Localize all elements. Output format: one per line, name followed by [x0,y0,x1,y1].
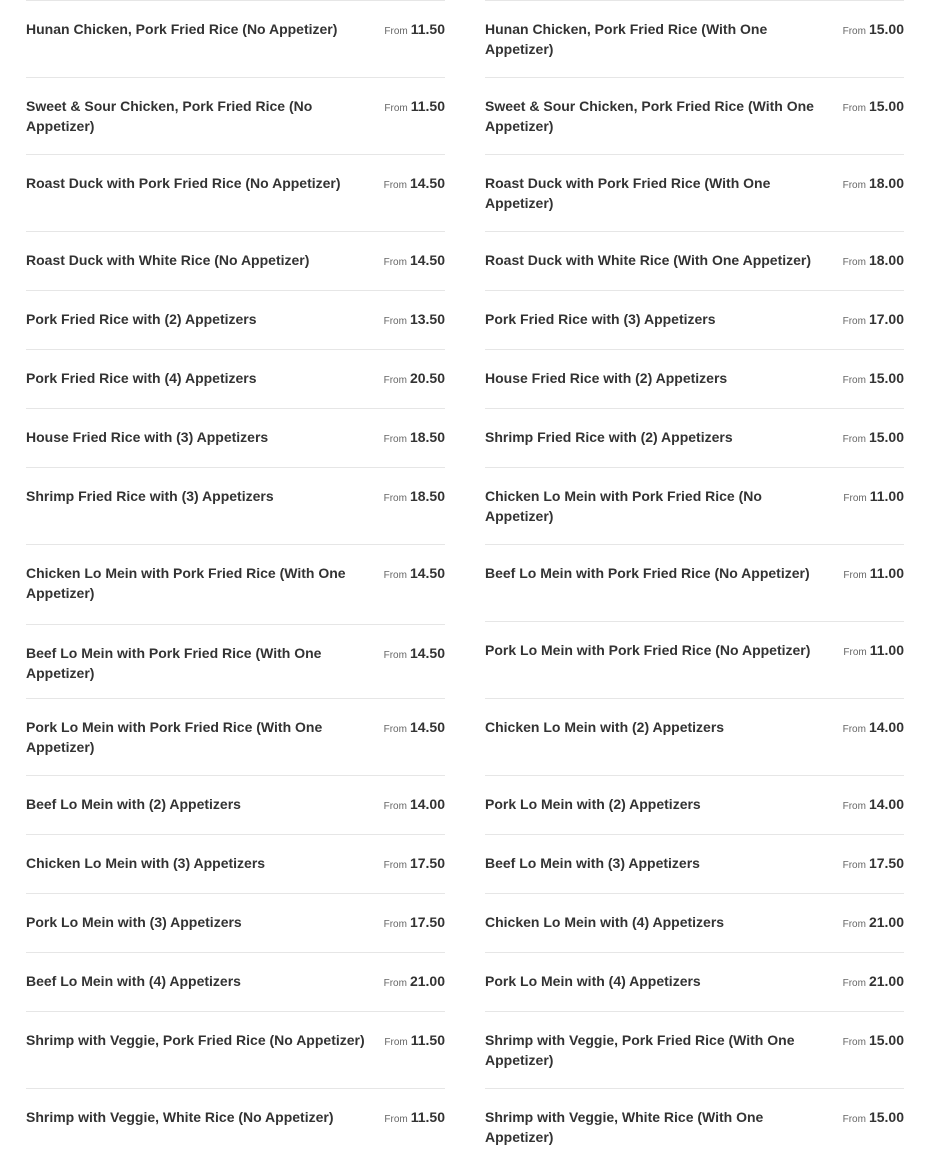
item-name: Shrimp Fried Rice with (2) Appetizers [485,429,733,445]
menu-column-left [26,0,445,1165]
item-price [843,96,904,119]
item-name: House Fried Rice with (2) Appetizers [485,370,728,386]
from-label: From [383,180,407,191]
from-label: From [842,257,866,268]
menu-item[interactable] [26,893,445,952]
from-label: From [383,570,407,581]
from-label: From [842,103,866,114]
menu-item[interactable] [26,290,445,349]
from-label: From [383,375,407,386]
from-label: From [384,103,408,114]
item-price [384,1030,445,1053]
price-value: 21.00 [409,973,445,989]
item-name: Beef Lo Mein with Pork Fried Rice (No Appetizer) [485,565,810,581]
price-value: 18.50 [409,488,445,504]
from-label: From [842,316,866,327]
menu-item[interactable] [26,467,445,544]
item-price [384,717,445,740]
from-label: From [842,375,866,386]
item-price [384,971,445,994]
item-price [843,717,904,740]
item-price [384,794,445,817]
item-price [843,563,904,586]
menu-item[interactable] [485,349,904,408]
item-price [843,173,904,196]
from-label: From [842,1037,866,1048]
menu-item[interactable] [26,952,445,1011]
price-value: 18.50 [409,429,445,445]
from-label: From [383,978,407,989]
menu-item[interactable] [26,544,445,624]
price-value: 17.50 [868,855,904,871]
price-value: 17.50 [409,914,445,930]
price-value: 15.00 [868,1109,904,1125]
from-label: From [383,434,407,445]
price-value: 14.50 [409,645,445,661]
item-name: Pork Lo Mein with Pork Fried Rice (No Appetizer) [485,642,811,658]
item-price [843,794,904,817]
price-value: 11.50 [410,1032,445,1048]
price-value: 17.00 [868,311,904,327]
item-name: Pork Lo Mein with (2) Appetizers [485,796,701,812]
item-name: Hunan Chicken, Pork Fried Rice (No Appetizer) [26,21,338,37]
item-price [384,368,445,391]
item-price [843,486,904,509]
menu-item[interactable] [485,1011,904,1088]
menu-item[interactable] [26,154,445,231]
item-price [843,853,904,876]
menu-item[interactable] [485,231,904,290]
menu-grid [26,0,904,1165]
item-name: Pork Fried Rice with (2) Appetizers [26,311,257,327]
from-label: From [842,860,866,871]
from-label: From [843,493,867,504]
item-name: Shrimp with Veggie, White Rice (With One Appetizer) [485,1109,764,1145]
item-price [384,173,445,196]
item-name: Pork Lo Mein with Pork Fried Rice (With One Appetizer) [26,719,323,755]
item-name: Pork Lo Mein with (3) Appetizers [26,914,242,930]
item-name: Pork Fried Rice with (3) Appetizers [485,311,716,327]
menu-item[interactable] [26,834,445,893]
from-label: From [384,1114,408,1125]
menu-item[interactable] [485,467,904,544]
item-name: Chicken Lo Mein with (4) Appetizers [485,914,725,930]
item-name: Beef Lo Mein with (3) Appetizers [485,855,700,871]
item-name: Chicken Lo Mein with (3) Appetizers [26,855,266,871]
from-label: From [843,570,867,581]
price-value: 14.50 [409,565,445,581]
item-price [384,643,445,666]
menu-item[interactable] [485,893,904,952]
menu-item[interactable] [485,698,904,775]
from-label: From [842,724,866,735]
from-label: From [383,493,407,504]
item-name: Shrimp with Veggie, Pork Fried Rice (With One Appetizer) [485,1032,795,1068]
item-name: Shrimp with Veggie, White Rice (No Appetizer) [26,1109,334,1125]
item-name: Roast Duck with White Rice (With One Appetizer) [485,252,812,268]
menu-item[interactable] [26,349,445,408]
from-label: From [383,650,407,661]
item-price [384,309,445,332]
price-value: 11.00 [869,642,904,658]
item-price [843,1107,904,1130]
item-name: Beef Lo Mein with Pork Fried Rice (With One Appetizer) [26,645,322,681]
from-label: From [842,919,866,930]
from-label: From [383,316,407,327]
item-name: Beef Lo Mein with (2) Appetizers [26,796,241,812]
price-value: 11.00 [869,488,904,504]
menu-item[interactable] [485,77,904,154]
price-value: 13.50 [409,311,445,327]
price-value: 11.50 [410,98,445,114]
item-name: Shrimp Fried Rice with (3) Appetizers [26,488,274,504]
item-name: Chicken Lo Mein with (2) Appetizers [485,719,725,735]
item-name: Pork Lo Mein with (4) Appetizers [485,973,701,989]
item-price [843,912,904,935]
price-value: 11.00 [869,565,904,581]
menu-item[interactable] [485,834,904,893]
menu-item[interactable] [485,621,904,698]
price-value: 14.00 [868,719,904,735]
from-label: From [842,801,866,812]
from-label: From [383,801,407,812]
price-value: 18.00 [868,252,904,268]
item-name: House Fried Rice with (3) Appetizers [26,429,269,445]
from-label: From [383,724,407,735]
price-value: 15.00 [868,429,904,445]
price-value: 15.00 [868,21,904,37]
menu-item[interactable] [485,0,904,77]
from-label: From [384,26,408,37]
price-value: 17.50 [409,855,445,871]
price-value: 14.00 [868,796,904,812]
menu-item[interactable] [26,775,445,834]
item-price [384,250,445,273]
item-price [384,486,445,509]
menu-item[interactable] [485,775,904,834]
menu-column-right [485,0,904,1165]
price-value: 15.00 [868,98,904,114]
menu-item[interactable] [485,544,904,621]
price-value: 20.50 [409,370,445,386]
from-label: From [842,26,866,37]
menu-item[interactable] [26,77,445,154]
menu-item[interactable] [26,408,445,467]
item-name: Roast Duck with White Rice (No Appetizer) [26,252,310,268]
item-name: Hunan Chicken, Pork Fried Rice (With One Appetizer) [485,21,768,57]
menu-item[interactable] [26,231,445,290]
menu-item[interactable] [26,1088,445,1165]
price-value: 21.00 [868,973,904,989]
from-label: From [842,978,866,989]
menu-item[interactable] [485,408,904,467]
price-value: 14.50 [409,252,445,268]
menu-item[interactable] [485,154,904,231]
menu-item[interactable] [26,0,445,77]
item-price [843,250,904,273]
menu-item[interactable] [485,1088,904,1165]
item-price [384,427,445,450]
menu-item[interactable] [485,952,904,1011]
item-name: Roast Duck with Pork Fried Rice (With One Appetizer) [485,175,771,211]
item-price [843,368,904,391]
item-name: Chicken Lo Mein with Pork Fried Rice (With One Appetizer) [26,565,346,601]
item-price [843,971,904,994]
item-name: Pork Fried Rice with (4) Appetizers [26,370,257,386]
price-value: 18.00 [868,175,904,191]
from-label: From [842,1114,866,1125]
price-value: 14.50 [409,719,445,735]
item-price [843,427,904,450]
item-name: Sweet & Sour Chicken, Pork Fried Rice (With One Appetizer) [485,98,814,134]
item-name: Shrimp with Veggie, Pork Fried Rice (No Appetizer) [26,1032,365,1048]
menu-item[interactable] [26,1011,445,1088]
menu-item[interactable] [485,290,904,349]
item-price [384,19,445,42]
item-name: Roast Duck with Pork Fried Rice (No Appetizer) [26,175,341,191]
price-value: 11.50 [410,1109,445,1125]
price-value: 21.00 [868,914,904,930]
from-label: From [383,257,407,268]
item-price [843,1030,904,1053]
item-name: Beef Lo Mein with (4) Appetizers [26,973,241,989]
price-value: 11.50 [410,21,445,37]
item-price [384,96,445,119]
from-label: From [843,647,867,658]
item-name: Sweet & Sour Chicken, Pork Fried Rice (No Appetizer) [26,98,313,134]
price-value: 14.50 [409,175,445,191]
from-label: From [842,180,866,191]
from-label: From [383,860,407,871]
price-value: 15.00 [868,1032,904,1048]
item-price [384,1107,445,1130]
item-price [843,309,904,332]
from-label: From [842,434,866,445]
from-label: From [384,1037,408,1048]
menu-item[interactable] [26,698,445,775]
from-label: From [383,919,407,930]
item-name: Chicken Lo Mein with Pork Fried Rice (No Appetizer) [485,488,762,524]
item-price [843,640,904,663]
price-value: 15.00 [868,370,904,386]
price-value: 14.00 [409,796,445,812]
item-price [843,19,904,42]
item-price [384,563,445,586]
menu-item[interactable] [26,624,445,698]
item-price [384,853,445,876]
item-price [384,912,445,935]
